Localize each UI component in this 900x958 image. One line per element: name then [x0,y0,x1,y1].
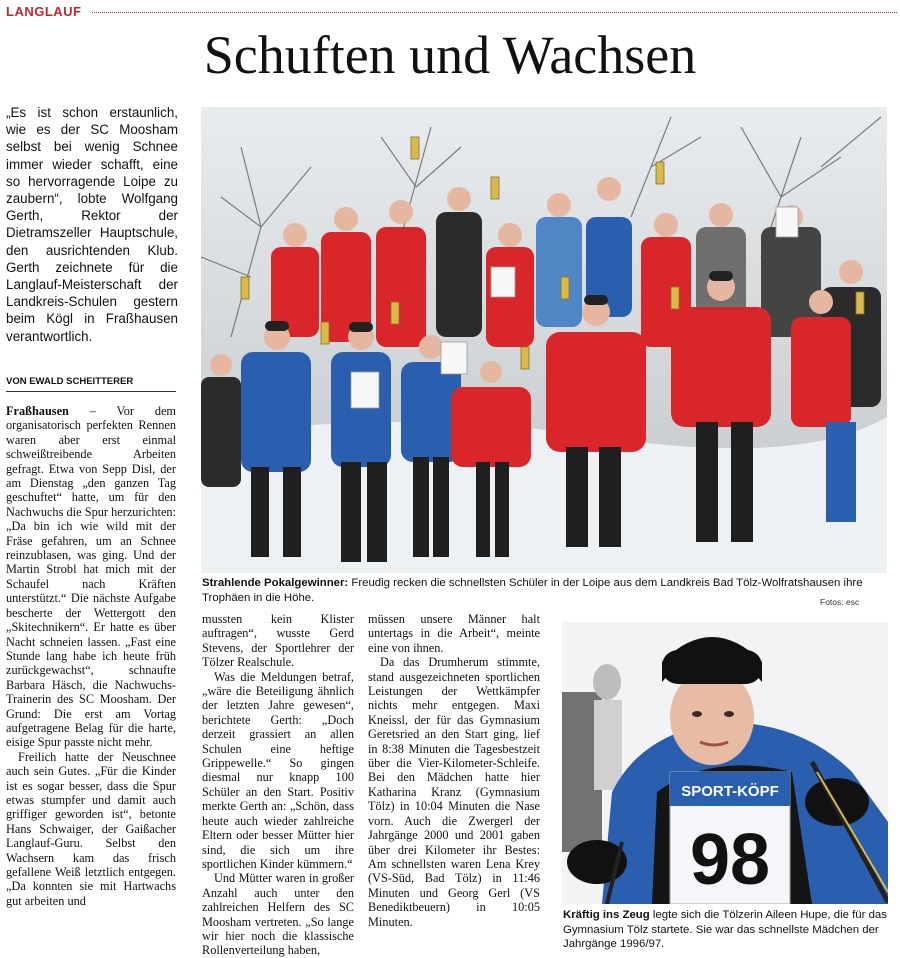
group-photo-image [201,107,887,573]
skier-photo-image [562,622,888,904]
skier-photo-caption [563,908,893,952]
caption-lead: Strahlende Pokalgewinner: [202,577,349,589]
article-column-1 [6,404,176,908]
teaser-paragraph: „Es ist schon erstaunlich, wie es der SC Moosham selbst bei wenig Schnee immer wieder schafft, eine so hervorragende Loipe zu zaubern“, lobte Wolfgang Gerth, Rektor der Dietramszeller Hauptschule, den ausrichtenden Klub. Gerth zeichnete für die Langlauf-Meisterschaft der Landkreis-Schulen gestern beim Kögl in Fraßhausen verantwortlich. [6,105,178,344]
photo-credit: Fotos: esc [820,597,860,607]
article-column-3 [368,612,540,929]
article-text: – Vor dem organisatorisch perfekten Rennen waren aber erst einmal schweißtreibende Arbeiten gefragt. Etwa von Sepp Disl, der am Dienstag „den ganzen Tag geschuftet“ hatte, um für den Nachwuchs die Spur herzurichten: „Da bin ich wie wild mit der Fräse gefahren, um an Schnee reinzublasen, was ging. Und der Martin Strobl hat mich mit der Schaufel nach Kräften unterstützt.“ Die nächste Aufgabe bescherte der Wettergott den „Skitechnikern“. Er hatte es über Nacht schneien lassen. „Fast eine Stunde lang habe ich heute früh zurückgewachst“, schnaufte Barbara Häsch, die Nachwuchs-Trainerin des SC Moosham. Der Grund: Die erst am Vortag aufgetragene Belag für die harte, eisige Spur passte nicht mehr. [6,404,176,750]
article-paragraph: müssen unsere Männer halt untertags in die Arbeit“, meinte eine von ihnen. [368,612,540,655]
bib-number: 98 [689,820,771,900]
bib-sponsor: SPORT-KÖPF [681,783,779,800]
group-photo [201,107,887,573]
article-paragraph: Und Mütter waren in großer Anzahl auch unter den zahlreichen Helfern des SC Moosham vertreten. „So lange wir hier noch die klassische Rollenverteilung haben, [202,871,354,958]
article-paragraph: Freilich hatte der Neuschnee auch sein Gutes. „Für die Kinder ist es sogar besser, dass die Spur etwas stumpfer und damit auch griffiger geworden ist“, betonte Hans Schwaiger, der Gaißacher Langlauf-Guru. Selbst den Wachsern kam das frisch gefallene Weiß letztlich entgegen. „Da konnten sie mit Hartwachs gut arbeiten und [6,749,176,908]
article-paragraph: Was die Meldungen betraf, „wäre die Beteiligung ähnlich der letzten Jahre gewesen“, berichtete Gerth: „Doch derzeit grassiert an allen Schulen eine heftige Grippewelle.“ So gingen diesmal nur knapp 100 Schüler an den Start. Positiv merkte Gerth an: „Schön, dass heute auch wieder zahlreiche Eltern oder besser Mütter hier sind, die sich um ihre sportlichen Kinder kümmern.“ [202,669,354,871]
article-paragraph [6,404,176,750]
caption-lead: Kräftig ins Zeug [563,909,650,921]
article-paragraph: mussten kein Klister auftragen“, wusste Gerd Stevens, der Sportlehrer der Tölzer Realschule. [202,612,354,670]
byline: VON EWALD SCHEITTERER [6,376,176,392]
headline: Schuften und Wachsen [203,25,697,85]
caption-text: Freudig recken die schnellsten Schüler in der Loipe aus dem Landkreis Bad Tölz-Wolfratshausen ihre Trophäen in die Höhe. [202,577,863,604]
caption-text: legte sich die Tölzerin Aileen Hupe, die für das Gymnasium Tölz startete. Sie war das schnellste Mädchen der Jahrgänge 1996/97. [563,909,887,951]
article-column-2 [202,612,354,958]
article-paragraph: Da das Drumherum stimmte, stand ausgezeichneten sportlichen Leistungen der Wettkämpfer nichts mehr entgegen. Maxi Kneissl, der für das Gymnasium Geretsried an den Start ging, lief in 8:38 Minuten die Tagesbestzeit über die Vier-Kilometer-Schleife. Bei den Mädchen hatte hier Katharina Kranz (Gymnasium Tölz) in 10:04 Minuten die Nase vorn. Auch die Zwergerl der Jahrgänge 2000 und 2001 gaben über drei Kilometer ihr Bestes: Am schnellsten waren Lena Krey (VS-Süd, Bad Tölz) in 11:46 Minuten und Georg Gerl (VS Benediktbeuern) in 10:05 Minuten. [368,655,540,929]
skier-photo [562,622,888,904]
group-photo-caption [202,576,892,605]
section-rubric: LANGLAUF [6,4,82,19]
dateline: Fraßhausen [6,404,69,418]
rubric-divider [92,12,897,13]
